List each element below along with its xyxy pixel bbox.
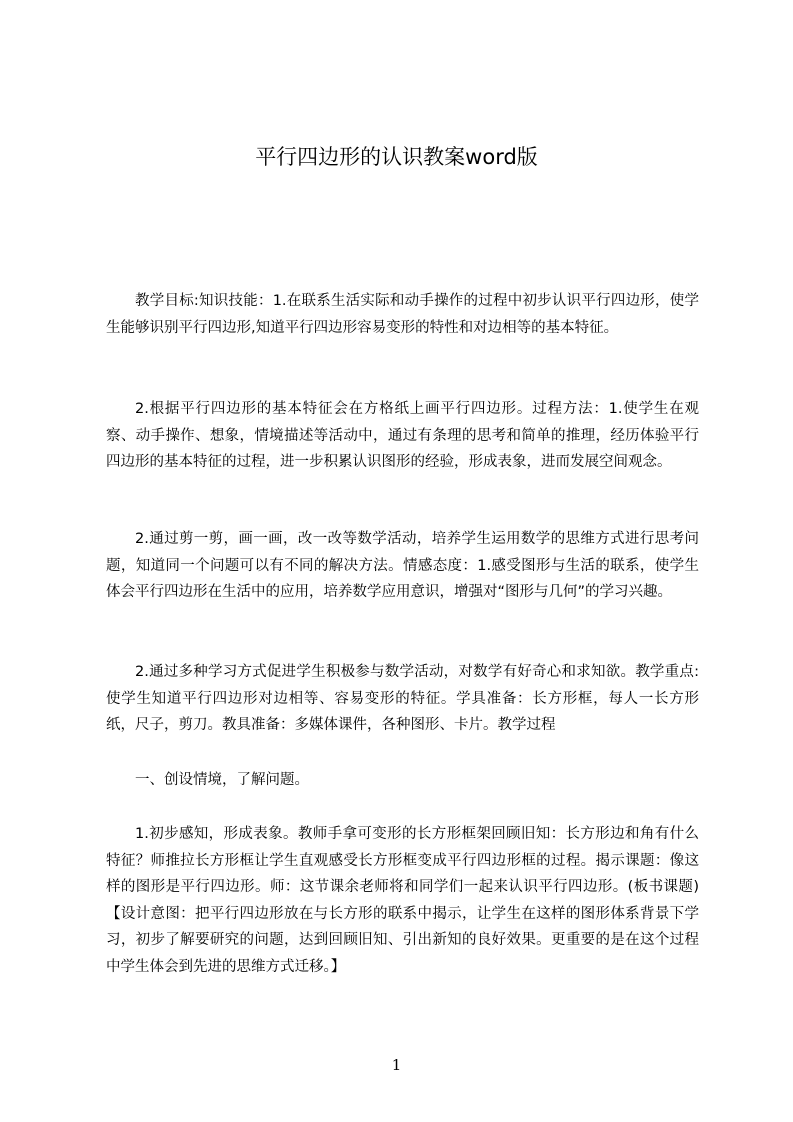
paragraph-process-methods: 2.根据平行四边形的基本特征会在方格纸上画平行四边形。过程方法：1.使学生在观察、动手操作、想象，情境描述等活动中，通过有条理的思考和简单的推理，经历体验平行四边形的基本特征的过程，进一步积累认识图形的经验，形成表象，进而发展空间观念。 [106,401,699,470]
paragraph-section-heading: 一、创设情境，了解问题。 [135,772,309,788]
paragraph-key-points: 2.通过多种学习方式促进学生积极参与数学活动，对数学有好奇心和求知欲。教学重点:使学生知道平行四边形对边相等、容易变形的特征。学具准备：长方形框，每人一长方形纸，尺子，剪刀。教具准备：多媒体课件，各种图形、卡片。教学过程 [106,664,699,733]
page-number: 1 [391,1056,402,1074]
paragraph-emotional-attitude: 2.通过剪一剪，画一画，改一改等数学活动，培养学生运用数学的思维方式进行思考问题，知道同一个问题可以有不同的解决方法。情感态度：1.感受图形与生活的联系，使学生体会平行四边形在生活中的应用，培养数学应用意识，增强对“图形与几何”的学习兴趣。 [106,531,699,600]
paragraph-teaching-goals: 教学目标:知识技能：1.在联系生活实际和动手操作的过程中初步认识平行四边形，使学生能够识别平行四边形,知道平行四边形容易变形的特性和对边相等的基本特征。 [106,293,699,336]
paragraph-initial-perception: 1.初步感知，形成表象。教师手拿可变形的长方形框架回顾旧知：长方形边和角有什么特征？师推拉长方形框让学生直观感受长方形框变成平行四边形框的过程。揭示课题：像这样的图形是平行四边形。师：这节课余老师将和同学们一起来认识平行四边形。(板书课题)【设计意图：把平行四边形放在与长方形的联系中揭示，让学生在这样的图形体系背景下学习，初步了解要研究的问题，达到回顾旧知、引出新知的良好效果。更重要的是在这个过程中学生体会到先进的思维方式迁移。】 [106,826,699,975]
document-title: 平行四边形的认识教案word版 [255,145,538,169]
